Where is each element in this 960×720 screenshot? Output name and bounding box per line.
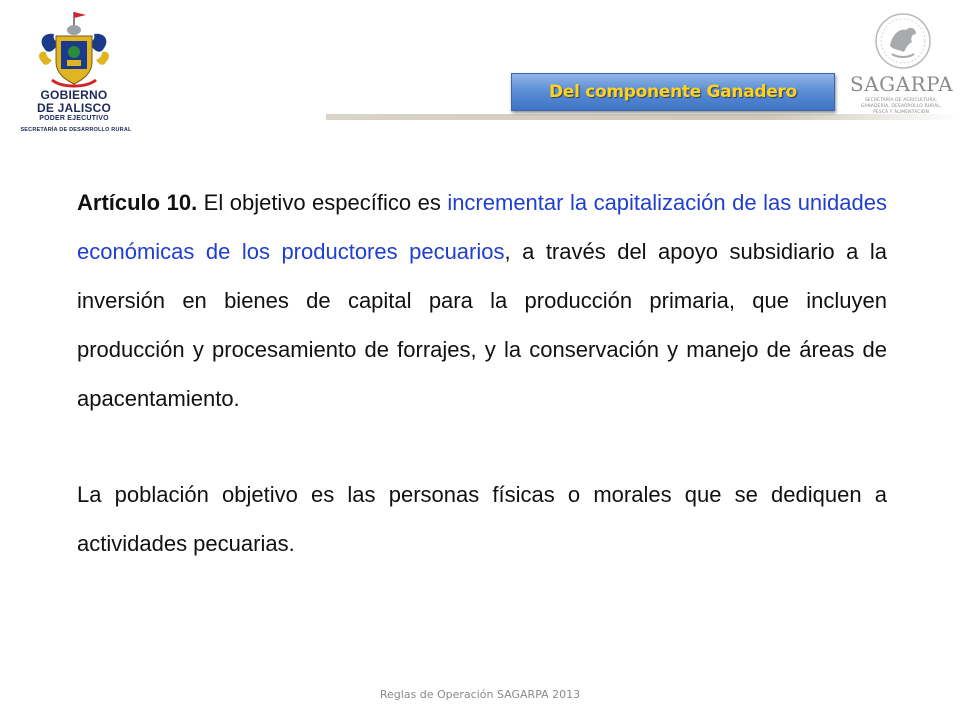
jalisco-coat-of-arms-icon bbox=[34, 10, 114, 92]
sagarpa-sub2: GANADERÍA, DESARROLLO RURAL, bbox=[860, 104, 942, 109]
sagarpa-sub1: SECRETARÍA DE AGRICULTURA, bbox=[864, 98, 938, 103]
sagarpa-brand: SAGARPA bbox=[850, 72, 954, 96]
article-text-rest: , a través del apoyo subsidiario a la inversión en bienes de capital para la producción primaria, que incluyen producción y procesamiento de forrajes, y la conservación y manejo de áreas de apacentamiento. bbox=[77, 239, 887, 411]
article-highlight: incrementar la capitalización de las unidades económicas de los productores pecuarios bbox=[77, 190, 887, 264]
section-title-tag bbox=[511, 73, 835, 111]
target-population-paragraph: La población objetivo es las personas físicas o morales que se dediquen a actividades pecuarias. bbox=[77, 482, 887, 556]
section-title: Del componente Ganadero bbox=[549, 82, 797, 102]
jalisco-government-logo bbox=[8, 8, 158, 136]
footer-caption: Reglas de Operación SAGARPA 2013 bbox=[379, 688, 581, 701]
sagarpa-logo bbox=[850, 12, 955, 122]
logo-left-line4: SECRETARÍA DE DESARROLLO RURAL bbox=[20, 127, 132, 133]
article-label: Artículo 10. bbox=[77, 190, 198, 215]
logo-left-line1: GOBIERNO bbox=[40, 88, 108, 102]
article-paragraph bbox=[77, 178, 887, 423]
logo-left-line3: PODER EJECUTIVO bbox=[39, 115, 109, 122]
logo-left-line2: DE JALISCO bbox=[36, 101, 111, 115]
article-text-intro: El objetivo específico es bbox=[197, 190, 448, 215]
sagarpa-sub3: PESCA Y ALIMENTACIÓN bbox=[872, 110, 930, 115]
mexico-eagle-seal-icon bbox=[870, 12, 936, 70]
